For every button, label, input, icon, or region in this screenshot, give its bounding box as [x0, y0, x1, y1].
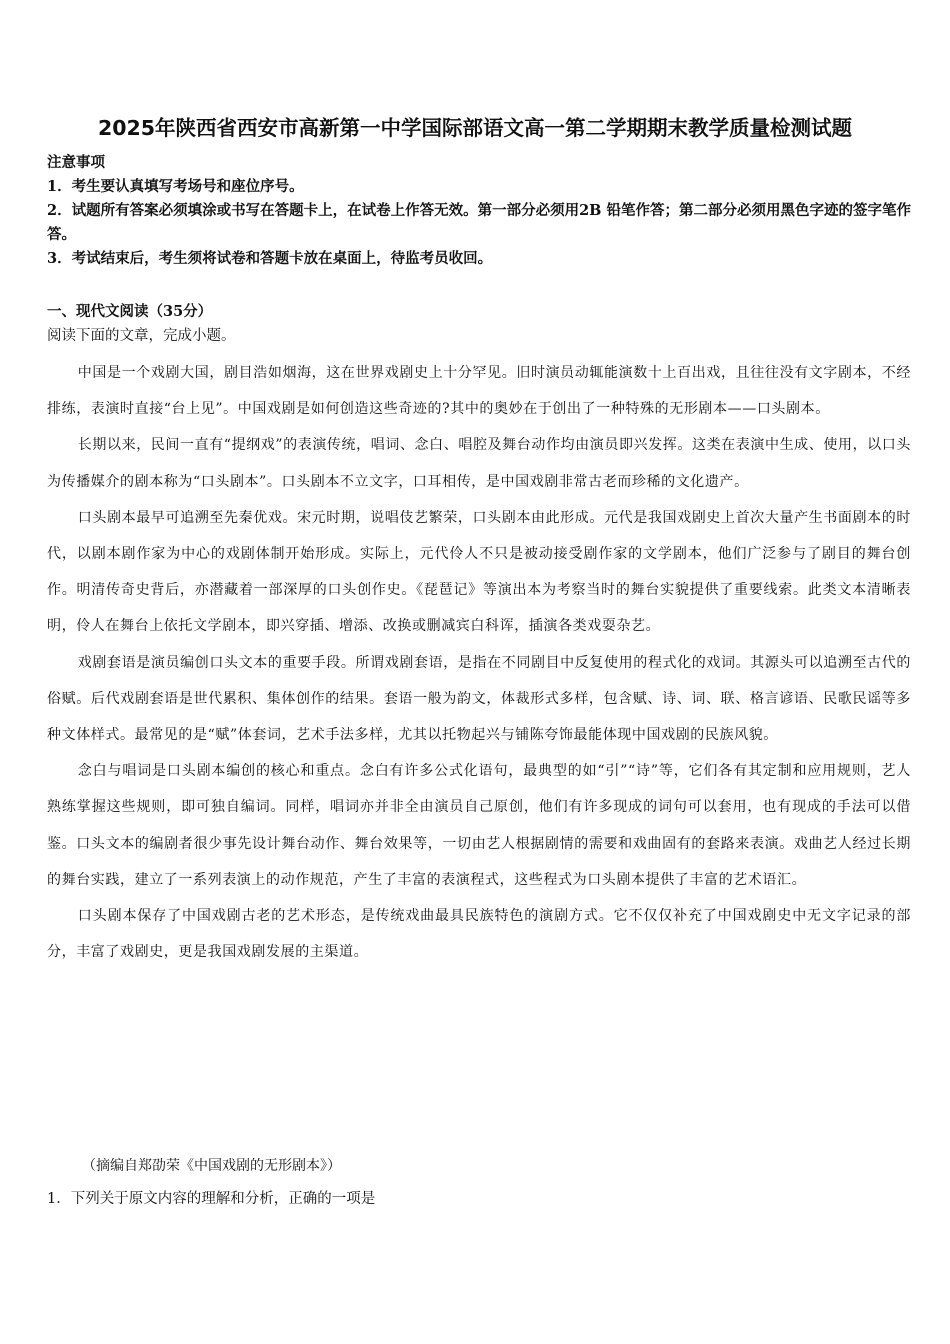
notice-block — [47, 151, 917, 271]
section-heading: 一、现代文阅读（35分） — [47, 303, 213, 320]
article-source: （摘编自郑劭荣《中国戏剧的无形剧本》） — [82, 1158, 341, 1174]
notice-item-2: 2．试题所有答案必须填涂或书写在答题卡上，在试卷上作答无效。第一部分必须用2B 铅笔作答；第二部分必须用黑色字迹的签字笔作答。 — [47, 202, 911, 243]
article-paragraph: 念白与唱词是口头剧本编创的核心和重点。念白有许多公式化语句，最典型的如“引”“诗”等，它们各有其定制和应用规则，艺人熟练掌握这些规则，即可独自编词。同样，唱词亦并非全由演员自己原创，他们有许多现成的词句可以套用，也有现成的手法可以借鉴。口头文本的编剧者很少事先设计舞台动作、舞台效果等，一切由艺人根据剧情的需要和戏曲固有的套路来表演。戏曲艺人经过长期的舞台实践，建立了一系列表演上的动作规范，产生了丰富的表演程式，这些程式为口头剧本提供了丰富的艺术语汇。 — [47, 763, 911, 888]
article-paragraph: 口头剧本最早可追溯至先秦优戏。宋元时期，说唱伎艺繁荣，口头剧本由此形成。元代是我国戏剧史上首次大量产生书面剧本的时代，以剧本剧作家为中心的戏剧体制开始形成。实际上，元代伶人不只是被动接受剧作家的文学剧本，他们广泛参与了剧目的舞台创作。明清传奇史背后，亦潜藏着一部深厚的口头创作史。《琵琶记》等演出本为考察当时的舞台实貌提供了重要线索。此类文本清晰表明，伶人在舞台上依托文学剧本，即兴穿插、增添、改换或删减宾白科诨，插演各类戏耍杂艺。 — [47, 509, 911, 635]
article-paragraph: 戏剧套语是演员编创口头文本的重要手段。所谓戏剧套语，是指在不同剧目中反复使用的程式化的戏词。其源头可以追溯至古代的俗赋。后代戏剧套语是世代累积、集体创作的结果。套语一般为韵文，体裁形式多样，包含赋、诗、词、联、格言谚语、民歌民谣等多种文体样式。最常见的是“赋”体套词，艺术手法多样，尤其以托物起兴与铺陈夸饰最能体现中国戏剧的民族风貌。 — [47, 654, 911, 744]
notice-item-1: 1．考生要认真填写考场号和座位序号。 — [47, 178, 304, 195]
notice-item-3: 3．考试结束后，考生须将试卷和答题卡放在桌面上，待监考员收回。 — [47, 250, 493, 267]
notice-heading: 注意事项 — [47, 154, 105, 171]
article-body — [47, 355, 911, 970]
question-1: 1．下列关于原文内容的理解和分析，正确的一项是 — [47, 1191, 376, 1207]
article-paragraph: 长期以来，民间一直有“提纲戏”的表演传统，唱词、念白、唱腔及舞台动作均由演员即兴发挥。这类在表演中生成、使用，以口头为传播媒介的剧本称为“口头剧本”。口头剧本不立文字，口耳相传，是中国戏剧非常古老而珍稀的文化遗产。 — [47, 437, 911, 490]
exam-title: 2025年陕西省西安市高新第一中学国际部语文高一第二学期期末教学质量检测试题 — [97, 116, 853, 140]
section-instruction: 阅读下面的文章，完成小题。 — [47, 328, 236, 344]
article-paragraph: 中国是一个戏剧大国，剧目浩如烟海，这在世界戏剧史上十分罕见。旧时演员动辄能演数十上百出戏，且往往没有文字剧本，不经排练，表演时直接“台上见”。中国戏剧是如何创造这些奇迹的?其中的奥妙在于创出了一种特殊的无形剧本——口头剧本。 — [47, 365, 911, 418]
article-paragraph: 口头剧本保存了中国戏剧古老的艺术形态，是传统戏曲最具民族特色的演剧方式。它不仅仅补充了中国戏剧史中无文字记录的部分，丰富了戏剧史，更是我国戏剧发展的主渠道。 — [47, 908, 911, 961]
